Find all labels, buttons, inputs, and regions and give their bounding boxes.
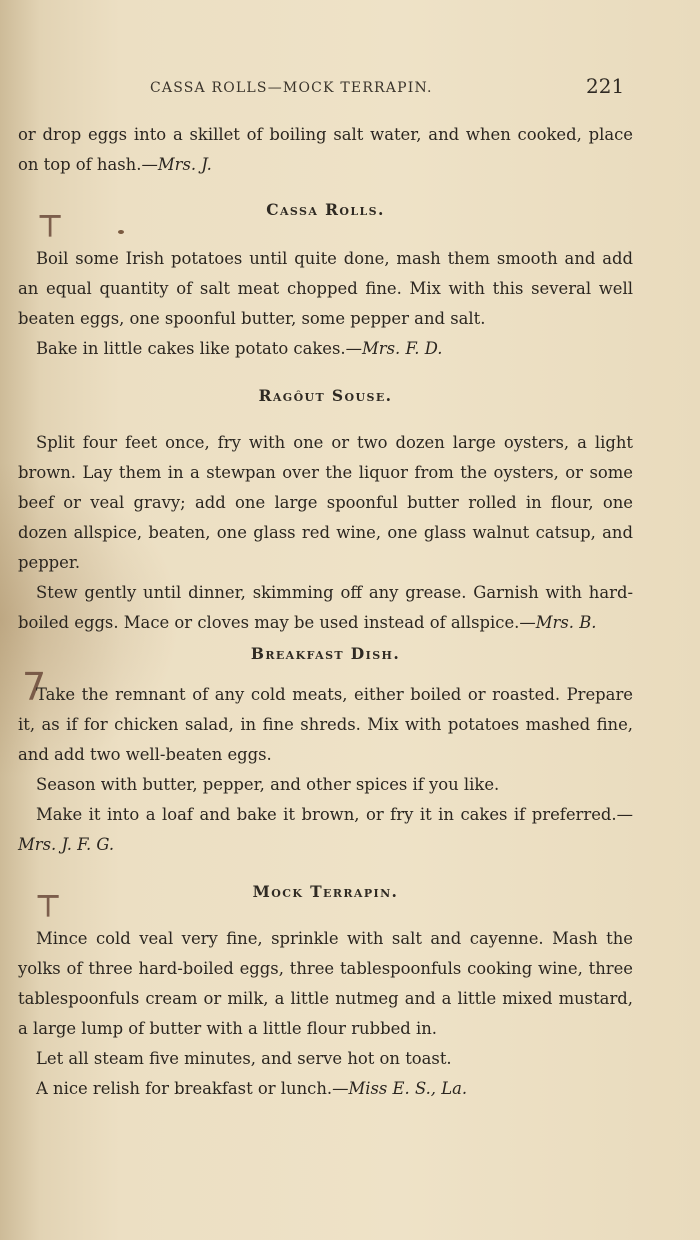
page-number: 221 bbox=[586, 74, 625, 98]
page-header bbox=[0, 74, 700, 104]
page-body bbox=[18, 120, 633, 1104]
recipe-paragraph: Mince cold veal very fine, sprinkle with salt and cayenne. Mash the yolks of three hard-boiled eggs, three tablespoonfuls cooking wine, three tablespoonfuls cream or milk, a little nutmeg and a little mixed mustard, a large lump of butter with a little flour rubbed in. bbox=[18, 929, 633, 1038]
recipe-paragraph: Stew gently until dinner, skimming off any grease. Garnish with hard-boiled eggs. Mace or cloves may be used instead of allspice.—Mrs. B. bbox=[18, 583, 633, 632]
recipe-paragraph: Split four feet once, fry with one or two dozen large oysters, a light brown. Lay them in a stewpan over the liquor from the oysters, or some beef or veal gravy; add one large spoonful butter rolled in flour, one dozen allspice, beaten, one glass red wine, one glass walnut catsup, and pepper. bbox=[18, 433, 633, 572]
pencil-cross-mark-icon: ┬ bbox=[38, 877, 59, 917]
attribution: —Mrs. J. F. G. bbox=[18, 805, 633, 854]
recipe-paragraph: Season with butter, pepper, and other spices if you like. bbox=[36, 775, 500, 794]
recipe-paragraph: Let all steam five minutes, and serve hot on toast. bbox=[36, 1049, 452, 1068]
recipe-paragraph: A nice relish for breakfast or lunch.—Miss E. S., La. bbox=[36, 1079, 468, 1098]
pencil-cross-mark-icon: ┬ bbox=[40, 197, 61, 237]
attribution: —Mrs. B. bbox=[519, 613, 597, 632]
recipe-paragraph: Take the remnant of any cold meats, either boiled or roasted. Prepare it, as if for chicken salad, in fine shreds. Mix with potatoes mashed fine, and add two well-beaten eggs. bbox=[18, 685, 633, 764]
recipe-paragraph: Boil some Irish potatoes until quite done, mash them smooth and add an equal quantity of salt meat chopped fine. Mix with this several well beaten eggs, one spoonful butter, some pepper and salt. bbox=[18, 249, 633, 328]
recipe-title-ragout-souse: Ragôut Souse. bbox=[258, 386, 393, 405]
attribution: —Mrs. F. D. bbox=[345, 339, 443, 358]
recipe-paragraph: Bake in little cakes like potato cakes.—Mrs. F. D. bbox=[36, 339, 443, 358]
attribution: —Miss E. S., La. bbox=[332, 1079, 468, 1098]
recipe-paragraph: Make it into a loaf and bake it brown, or fry it in cakes if preferred.—Mrs. J. F. G. bbox=[18, 805, 633, 854]
pencil-seven-mark-icon: 7 bbox=[22, 665, 47, 709]
recipe-title-cassa-rolls: Cassa Rolls. bbox=[266, 200, 385, 219]
intro-paragraph: or drop eggs into a skillet of boiling salt water, and when cooked, place on top of hash.—Mrs. J. bbox=[18, 125, 633, 174]
recipe-title-breakfast-dish: Breakfast Dish. bbox=[250, 644, 401, 663]
recipe-title-mock-terrapin: Mock Terrapin. bbox=[252, 882, 399, 901]
attribution: —Mrs. J. bbox=[141, 155, 212, 174]
running-head: CASSA ROLLS—MOCK TERRAPIN. bbox=[150, 80, 433, 96]
